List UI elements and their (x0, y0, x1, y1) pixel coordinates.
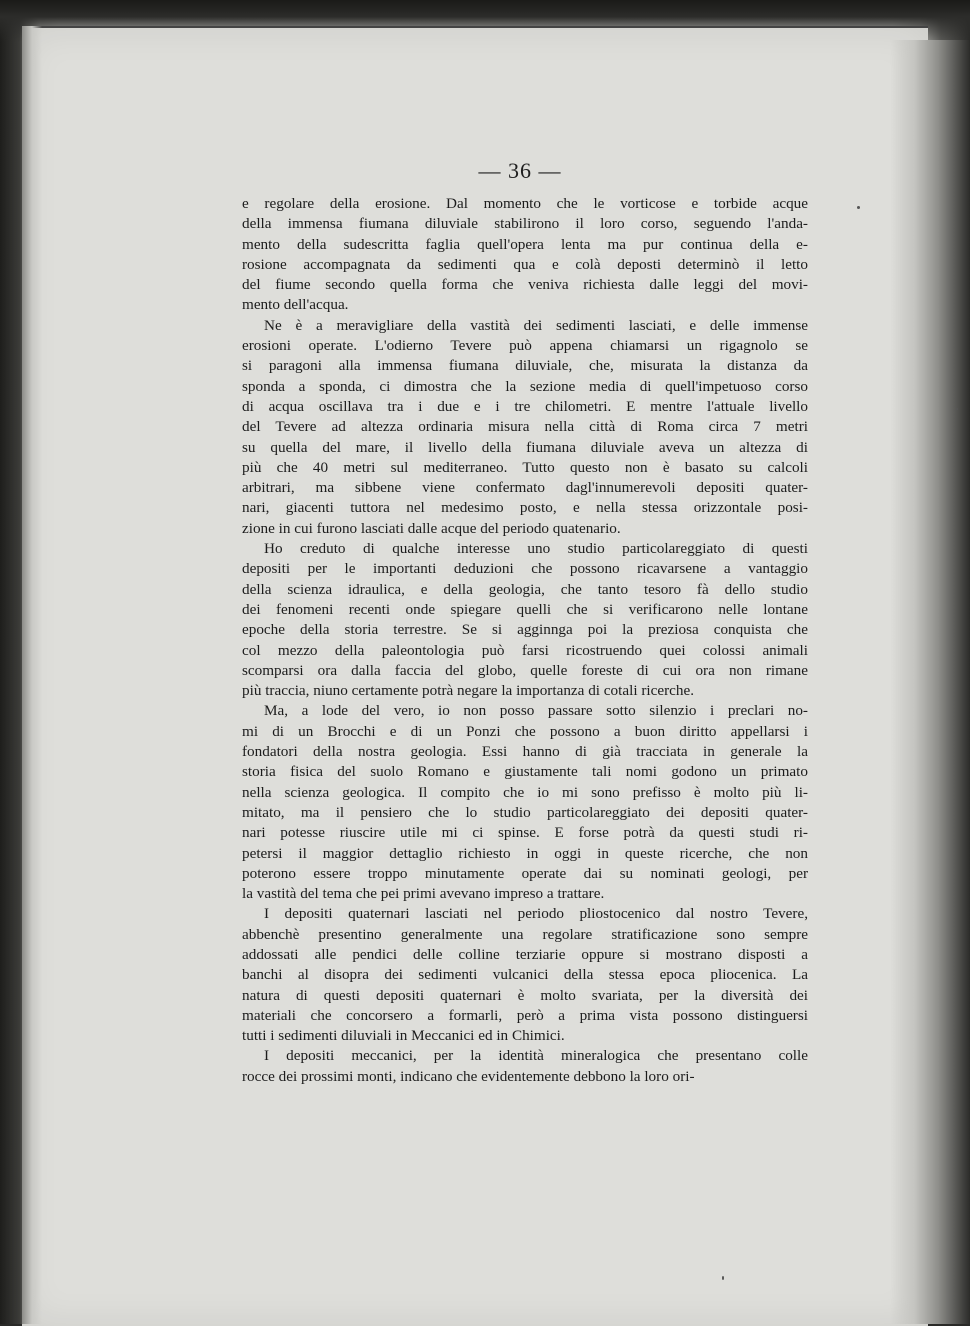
page-outer-edge (890, 40, 970, 1324)
text-line: arbitrari, ma sibbene viene confermato dagl'innumerevoli depositi quater- (242, 479, 808, 497)
text-line: del fiume secondo quella forma che veniva richiesta dalle leggi del movi- (242, 276, 808, 294)
text-line: col mezzo della paleontologia può farsi ricostruendo quei colossi animali (242, 641, 808, 659)
paper-speck (956, 408, 958, 410)
text-line: rocce dei prossimi monti, indicano che evidentemente debbono la loro ori- (242, 1067, 695, 1085)
paragraph (242, 194, 808, 316)
paragraph (242, 904, 808, 1046)
paragraph (242, 539, 808, 701)
text-line: più che 40 metri sul mediterraneo. Tutto questo non è basato su calcoli (242, 458, 808, 476)
text-line: epoche della storia terrestre. Se si agginnga poi la preziosa conquista che (242, 621, 808, 639)
paragraph (242, 316, 808, 539)
text-line: abbenchè presentino generalmente una regolare stratificazione sono sempre (242, 925, 808, 943)
text-line: di acqua oscillava tra i due e i tre chilometri. E mentre l'attuale livello (242, 397, 808, 415)
text-line: petersi il maggior dettaglio richiesto in oggi in queste ricerche, che non (242, 844, 808, 862)
text-line: della immensa fiumana diluviale stabilirono il loro corso, seguendo l'anda- (242, 215, 808, 233)
page-gutter-edge (22, 26, 42, 1324)
body-text (242, 194, 808, 1087)
text-line: fondatori della nostra geologia. Essi hanno di già tracciata in generale la (242, 743, 808, 761)
paper-speck (722, 1276, 724, 1280)
paragraph (242, 1046, 808, 1087)
text-line: natura di questi depositi quaternari è molto svariata, per la diversità dei (242, 986, 808, 1004)
text-line: zione in cui furono lasciati dalle acque del periodo quatenario. (242, 519, 621, 537)
text-line: scomparsi ora dalla faccia del globo, quelle foreste di cui ora non rimane (242, 661, 808, 679)
text-line: mento dell'acqua. (242, 296, 349, 314)
page-number: — 36 — (478, 158, 562, 183)
text-line: della scienza idraulica, e della geologia, che tanto tesoro fà dello studio (242, 580, 808, 598)
paper-speck (857, 206, 860, 209)
text-line: Ho creduto di qualche interesse uno studio particolareggiato di questi (264, 540, 808, 558)
text-line: del Tevere ad altezza ordinaria misura nella città di Roma circa 7 metri (242, 418, 808, 436)
text-line: nella scienza geologica. Il compito che io mi sono prefisso è molto più li- (242, 783, 808, 801)
text-line: su quella del mare, il livello della fiumana diluviale aveva un altezza di (242, 438, 808, 456)
text-line: storia fisica del suolo Romano e giustamente tali nomi godono un primato (242, 763, 808, 781)
text-line: poterono essere troppo minutamente operate dai su nominati geologi, per (242, 864, 808, 882)
text-line: I depositi meccanici, per la identità mineralogica che presentano colle (264, 1047, 808, 1065)
text-line: sponda a sponda, ci dimostra che la sezione media di quell'impetuoso corso (242, 377, 808, 395)
text-line: banchi al disopra dei sedimenti vulcanici della stessa epoca pliocenica. La (242, 966, 808, 984)
text-line: addossati alle pendici delle colline terziarie oppure si mostrano disposti a (242, 945, 808, 963)
text-line: rosione accompagnata da sedimenti qua e colà deposti determinò il letto (242, 255, 808, 273)
text-line: I depositi quaternari lasciati nel periodo pliostocenico dal nostro Tevere, (264, 905, 808, 923)
text-line: mitato, ma il pensiero che lo studio particolareggiato dei depositi quater- (242, 803, 808, 821)
text-line: e regolare della erosione. Dal momento che le vorticose e torbide acque (242, 195, 808, 212)
text-line: mi di un Brocchi e di un Ponzi che possono a buon diritto appellarsi i (242, 722, 808, 740)
text-line: più traccia, niuno certamente potrà negare la importanza di cotali ricerche. (242, 682, 695, 700)
text-line: erosioni operate. L'odierno Tevere può appena chiamarsi un rigagnolo se (242, 337, 808, 355)
text-line: Ma, a lode del vero, io non posso passare sotto silenzio i preclari no- (264, 702, 808, 720)
paragraph (242, 701, 808, 904)
text-line: tutti i sedimenti diluviali in Meccanici ed in Chimici. (242, 1027, 565, 1045)
text-line: la vastità del tema che pei primi avevano impreso a trattare. (242, 885, 605, 903)
text-line: Ne è a meravigliare della vastità dei sedimenti lasciati, e delle immense (264, 316, 808, 334)
text-line: mento della sudescritta faglia quell'opera lenta ma pur continua della e- (242, 235, 808, 253)
text-line: dei fenomeni recenti onde spiegare quelli che si verificarono nelle lontane (242, 600, 808, 618)
text-line: si paragoni alla immensa fiumana diluviale, che, misurata la distanza da (242, 357, 808, 375)
text-line: materiali che concorsero a formarli, però a prima vista possono distinguersi (242, 1006, 808, 1024)
text-line: depositi per le importanti deduzioni che possono ricavarsene a vantaggio (242, 560, 808, 578)
text-line: nari, giacenti tuttora nel medesimo posto, e nella stessa orizzontale posi- (242, 499, 808, 517)
text-line: nari potesse riuscire utile mi ci spinse. E forse potrà da questi studi ri- (242, 824, 808, 842)
